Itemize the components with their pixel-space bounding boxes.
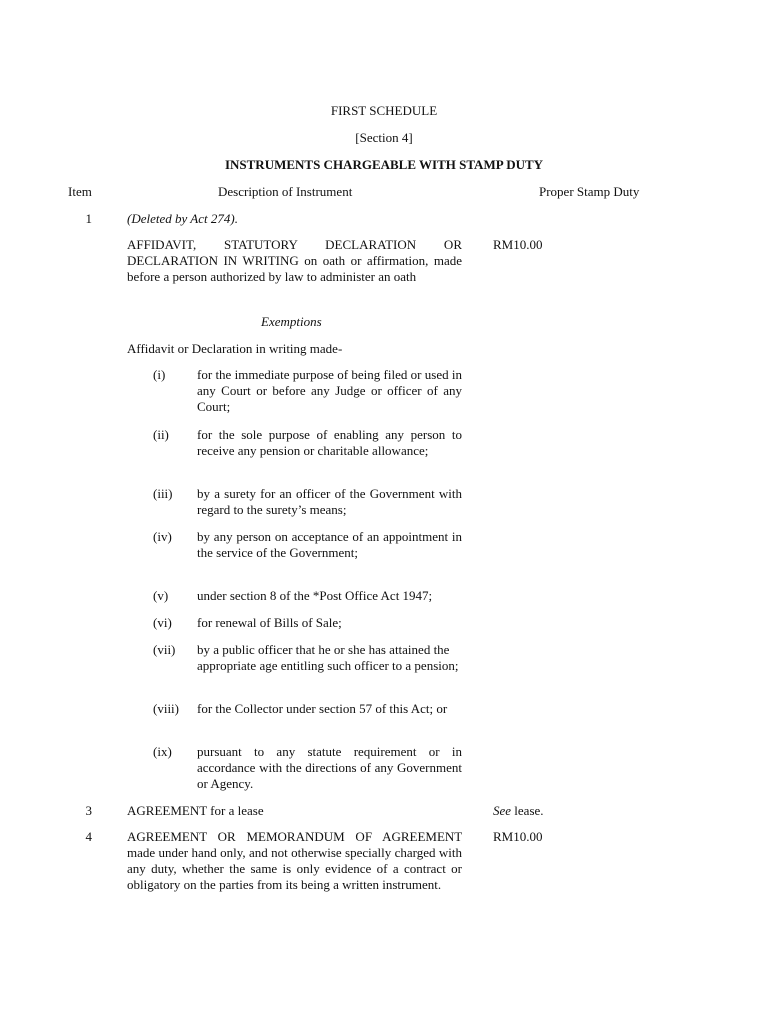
exemption-numeral: (iii) <box>153 486 173 501</box>
affidavit-description <box>127 237 462 285</box>
exemption-text: pursuant to any statute requirement or in accordance with the directions of any Government or Agency. <box>197 744 462 791</box>
exemption-numeral: (ix) <box>153 744 172 759</box>
see-reference: See <box>493 803 512 818</box>
schedule-title: FIRST SCHEDULE <box>330 103 438 118</box>
item-4-duty: RM10.00 <box>493 829 543 844</box>
section-reference: [Section 4] <box>355 130 413 145</box>
item-number-4: 4 <box>85 829 92 844</box>
exemptions-intro: Affidavit or Declaration in writing made- <box>127 341 343 356</box>
see-reference-target: lease. <box>511 803 544 818</box>
exemption-text: by any person on acceptance of an appointment in the service of the Government; <box>197 529 462 560</box>
exemptions-heading: Exemptions <box>261 314 322 329</box>
exemption-numeral: (viii) <box>153 701 179 716</box>
item-3-duty <box>493 803 544 819</box>
column-header-item: Item <box>68 184 92 199</box>
item-4-description <box>127 829 462 893</box>
affidavit-duty: RM10.00 <box>493 237 543 252</box>
exemption-numeral: (ii) <box>153 427 169 442</box>
column-header-description: Description of Instrument <box>218 184 353 199</box>
exemption-text: for the Collector under section 57 of this Act; or <box>197 701 448 716</box>
affidavit-body: on oath or affirmation, made before a person authorized by law to administer an oath <box>127 253 462 284</box>
exemption-text: for renewal of Bills of Sale; <box>197 615 342 630</box>
exemption-numeral: (v) <box>153 588 169 603</box>
schedule-heading: INSTRUMENTS CHARGEABLE WITH STAMP DUTY <box>224 157 544 172</box>
exemption-numeral: (iv) <box>153 529 172 544</box>
exemption-text: for the immediate purpose of being filed or used in any Court or before any Judge or officer of any Court; <box>197 367 462 414</box>
exemption-text: by a public officer that he or she has attained the appropriate age entitling such officer to a pension; <box>197 642 459 673</box>
affidavit-title: AFFIDAVIT, STATUTORY DECLARATION OR DECLARATION IN WRITING <box>127 237 462 268</box>
exemption-numeral: (vii) <box>153 642 176 657</box>
item-4-title: AGREEMENT OR MEMORANDUM OF AGREEMENT <box>127 829 462 844</box>
item-number-1: 1 <box>85 211 92 226</box>
exemption-text: under section 8 of the *Post Office Act 1947; <box>197 588 433 603</box>
item-4-body: made under hand only, and not otherwise specially charged with any duty, whether the same is only evidence of a contract or obligatory on the parties from its being a written instrument. <box>127 845 462 892</box>
column-header-duty: Proper Stamp Duty <box>539 184 640 199</box>
exemption-text: for the sole purpose of enabling any person to receive any pension or charitable allowance; <box>197 427 462 458</box>
item-3-description: AGREEMENT for a lease <box>127 803 264 818</box>
item-1-deleted-note: (Deleted by Act 274). <box>127 211 238 226</box>
exemption-numeral: (vi) <box>153 615 172 630</box>
exemption-text: by a surety for an officer of the Government with regard to the surety’s means; <box>197 486 462 517</box>
exemption-numeral: (i) <box>153 367 166 382</box>
item-number-3: 3 <box>85 803 92 818</box>
